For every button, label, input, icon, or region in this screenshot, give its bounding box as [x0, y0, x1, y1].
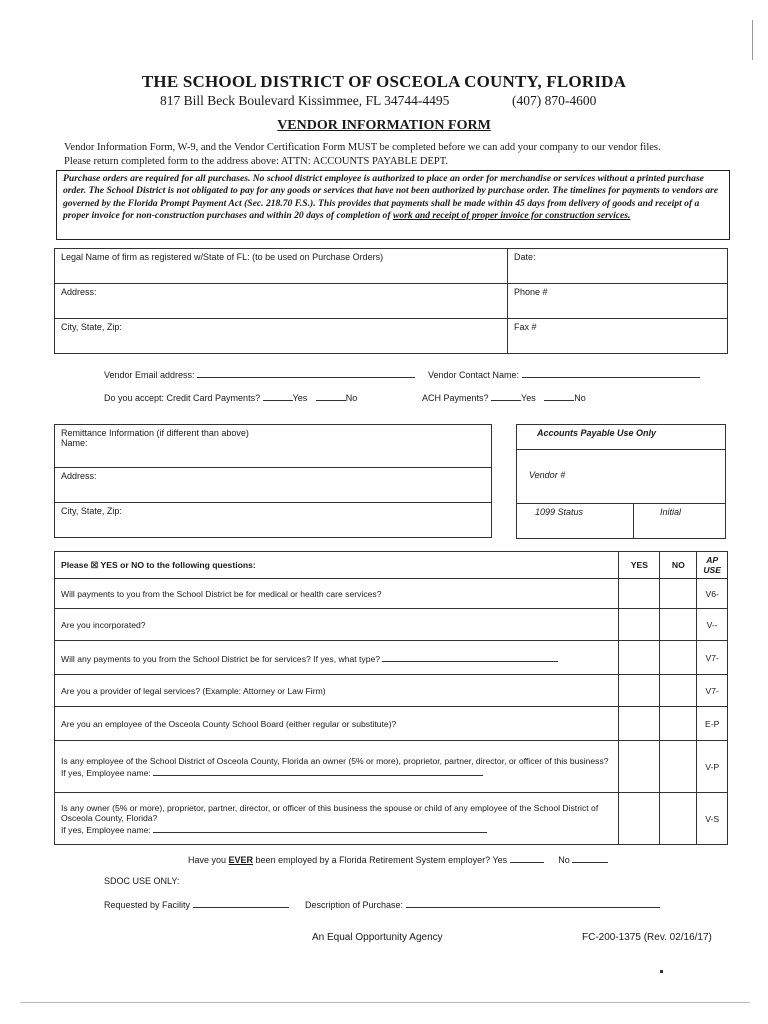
remit-city-field[interactable] [55, 503, 492, 538]
requested-by-label: Requested by Facility [104, 900, 191, 910]
remit-city-label: City, State, Zip: [61, 506, 122, 516]
date-field[interactable] [508, 249, 728, 284]
question-text: Will payments to you from the School District be for medical or health care services? [55, 579, 619, 609]
question-text: Is any employee of the School District of Osceola County, Florida an owner (5% or more), proprietor, partner, director, or officer of this business? [61, 755, 609, 766]
ap-code: V7- [697, 641, 728, 675]
ap-initial: Initial [634, 504, 726, 539]
scan-edge-line [752, 20, 753, 60]
questions-table [54, 551, 728, 845]
yes-checkbox[interactable] [619, 741, 660, 793]
question-row [55, 641, 728, 675]
ap-code: V6- [697, 579, 728, 609]
retirement-pre: Have you [188, 855, 229, 865]
question-row [55, 579, 728, 609]
credit-card-yes-line[interactable] [263, 391, 293, 401]
description-input-line[interactable] [406, 898, 660, 908]
retirement-post: been employed by a Florida Retirement System employer? Yes [253, 855, 508, 865]
scan-bottom-line [20, 1002, 750, 1003]
ap-code: V-P [697, 741, 728, 793]
legal-name-field[interactable] [55, 249, 508, 284]
vendor-info-table [54, 248, 728, 354]
district-title: THE SCHOOL DISTRICT OF OSCEOLA COUNTY, FLORIDA [141, 72, 627, 91]
credit-card-row [104, 391, 357, 403]
phone-label: Phone # [514, 287, 548, 297]
ap-code: V7- [697, 675, 728, 707]
fax-field[interactable] [508, 319, 728, 354]
no-checkbox[interactable] [660, 741, 697, 793]
yes-checkbox[interactable] [619, 609, 660, 641]
purchase-order-notice [56, 170, 730, 240]
question-text: Is any owner (5% or more), proprietor, partner, director, or officer of this business the spouse or child of any employee of the School District of Osceola County, Florida? [61, 802, 599, 823]
no-checkbox[interactable] [660, 675, 697, 707]
question-text: Will any payments to you from the School District be for services? If yes, what type? [61, 653, 381, 664]
credit-card-label: Do you accept: Credit Card Payments? [104, 393, 261, 403]
ach-row [422, 391, 586, 403]
email-row [104, 368, 415, 380]
retirement-yes-line[interactable] [510, 853, 544, 863]
yes-checkbox[interactable] [619, 641, 660, 675]
ach-label: ACH Payments? [422, 393, 489, 403]
question-row [55, 609, 728, 641]
ap-code: E-P [697, 707, 728, 741]
intro-line-1: Vendor Information Form, W-9, and the Vendor Certification Form MUST be completed before we can add your company to our vendor files. [64, 142, 661, 153]
yes-checkbox[interactable] [619, 579, 660, 609]
description-row [305, 898, 660, 910]
service-type-input-line[interactable] [382, 652, 558, 662]
form-number: FC-200-1375 (Rev. 02/16/17) [582, 932, 712, 943]
email-label: Vendor Email address: [104, 370, 195, 380]
no-checkbox[interactable] [660, 609, 697, 641]
requested-by-input-line[interactable] [193, 898, 289, 908]
contact-name-label: Vendor Contact Name: [428, 370, 520, 380]
no-checkbox[interactable] [660, 641, 697, 675]
question-row [55, 741, 728, 793]
credit-card-yes-label: Yes [292, 393, 308, 403]
yes-checkbox[interactable] [619, 675, 660, 707]
retirement-question [188, 853, 608, 865]
city-field[interactable] [55, 319, 508, 354]
remit-name-field[interactable] [55, 425, 492, 468]
questions-header: Please ☒ YES or NO to the following questions: [55, 552, 619, 579]
ach-yes-line[interactable] [491, 391, 521, 401]
ap-code: V-- [697, 609, 728, 641]
no-checkbox[interactable] [660, 579, 697, 609]
remit-address-label: Address: [61, 471, 97, 481]
ap-use-title: Accounts Payable Use Only [517, 425, 726, 450]
no-checkbox[interactable] [660, 793, 697, 845]
question-row [55, 707, 728, 741]
district-phone: (407) 870-4600 [512, 93, 597, 108]
equal-opportunity-statement: An Equal Opportunity Agency [312, 932, 443, 943]
no-column-header: NO [660, 552, 697, 579]
scan-dot [660, 970, 663, 973]
phone-field[interactable] [508, 284, 728, 319]
question-row [55, 675, 728, 707]
yes-checkbox[interactable] [619, 707, 660, 741]
remittance-table [54, 424, 492, 538]
employee-name-input-line[interactable] [153, 766, 483, 776]
description-label: Description of Purchase: [305, 900, 404, 910]
retirement-no-label: No [558, 855, 570, 865]
retirement-no-line[interactable] [572, 853, 608, 863]
contact-name-input-line[interactable] [522, 368, 700, 378]
address-label: Address: [61, 287, 97, 297]
credit-card-no-line[interactable] [316, 391, 346, 401]
sdoc-use-only: SDOC USE ONLY: [104, 876, 180, 886]
retirement-ever: EVER [228, 855, 254, 865]
district-address: 817 Bill Beck Boulevard Kissimmee, FL 34744-4495 [160, 93, 450, 108]
credit-card-no-label: No [345, 393, 358, 403]
ach-yes-label: Yes [521, 393, 536, 403]
remit-address-field[interactable] [55, 468, 492, 503]
question-text: Are you incorporated? [55, 609, 619, 641]
legal-name-label: Legal Name of firm as registered w/State of FL: (to be used on Purchase Orders) [61, 252, 384, 262]
address-field[interactable] [55, 284, 508, 319]
question-cell [55, 641, 619, 675]
question-text: Are you an employee of the Osceola County School Board (either regular or substitute)? [55, 707, 619, 741]
employee-name-label: If yes, Employee name: [61, 767, 151, 778]
yes-column-header: YES [619, 552, 660, 579]
intro-line-2: Please return completed form to the address above: ATTN: ACCOUNTS PAYABLE DEPT. [64, 156, 448, 167]
ap-use-box [516, 424, 726, 539]
question-row [55, 793, 728, 845]
employee-name-input-line[interactable] [153, 823, 487, 833]
notice-text-underlined: work and receipt of proper invoice for construction services. [392, 210, 631, 222]
employee-name-label: If yes, Employee name: [61, 824, 151, 835]
notice-text: Purchase orders are required for all purchases. No school district employee is authorized to place an order for merchandise or services without a printed purchase order. The School District is not obligated to pay for any goods or services that have not been authorized by purchase order. The timelines for payments to vendors are governed by the Florida Prompt Payment Act (Sec. 218.70 F.S.). This provides that payments shall be made within 45 days from delivery of goods and receipt of a proper invoice for non-construction purchases and within 20 days of completion of [63, 173, 719, 222]
remit-name-label: Name: [61, 438, 88, 448]
question-cell [55, 741, 619, 793]
question-text: Are you a provider of legal services? (Example: Attorney or Law Firm) [55, 675, 619, 707]
ap-code: V-S [697, 793, 728, 845]
no-checkbox[interactable] [660, 707, 697, 741]
ap-1099-status: 1099 Status [517, 504, 634, 539]
city-label: City, State, Zip: [61, 322, 122, 332]
remit-heading: Remittance Information (if different than above) [61, 428, 249, 438]
ap-vendor-number: Vendor # [517, 450, 726, 504]
fax-label: Fax # [514, 322, 537, 332]
requested-by-row [104, 898, 289, 910]
question-cell [55, 793, 619, 845]
ap-use-column-header: AP USE [697, 552, 728, 579]
yes-checkbox[interactable] [619, 793, 660, 845]
contact-name-row [428, 368, 700, 380]
date-label: Date: [514, 252, 536, 262]
form-title: VENDOR INFORMATION FORM [277, 118, 491, 133]
ach-no-line[interactable] [544, 391, 574, 401]
ach-no-label: No [574, 393, 586, 403]
email-input-line[interactable] [197, 368, 415, 378]
